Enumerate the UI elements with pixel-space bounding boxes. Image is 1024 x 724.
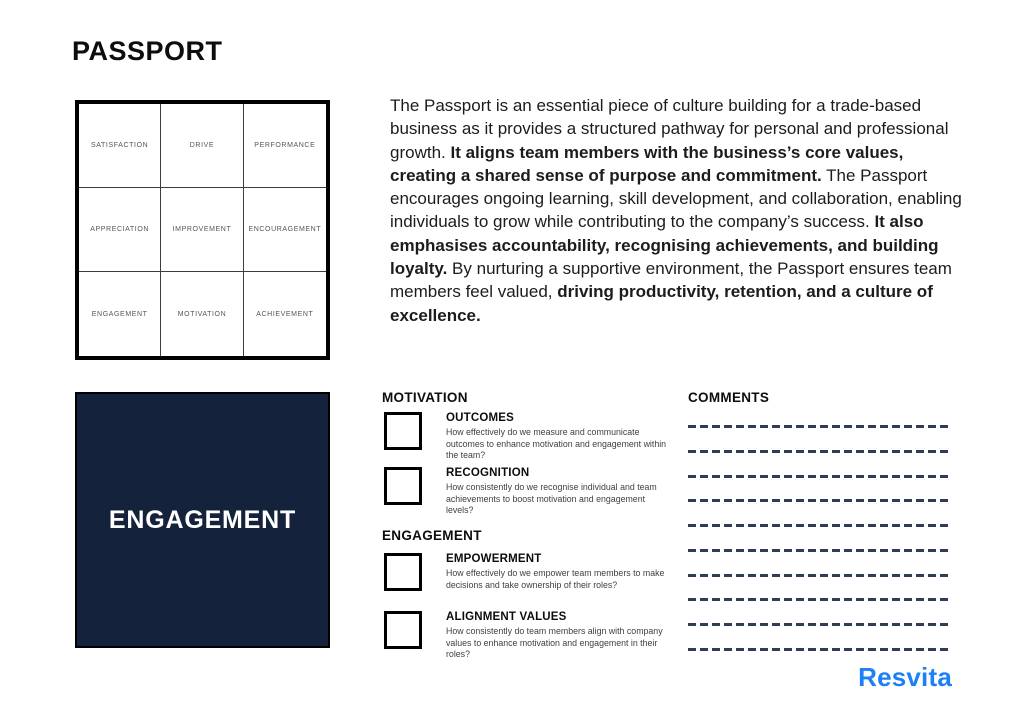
comment-line: [688, 450, 950, 453]
item-question-alignment-values: How consistently do team members align with company values to enhance motivation and engagement in their roles?: [446, 626, 663, 660]
intro-segment-bold: It aligns team members with the business’s core values, creating a shared sense of purpose and commitment.: [390, 142, 904, 185]
comment-line: [688, 499, 950, 502]
resvita-logo: Resvita: [858, 662, 952, 692]
checklist-item-empowerment: [384, 553, 674, 591]
passport-matrix: [75, 100, 330, 360]
matrix-cell-encouragement: ENCOURAGEMENT: [244, 188, 326, 272]
item-title-alignment-values: ALIGNMENT VALUES: [446, 611, 567, 623]
empowerment-checkbox[interactable]: [384, 553, 422, 591]
alignment-values-checkbox[interactable]: [384, 611, 422, 649]
checklist-item-recognition: [384, 467, 674, 517]
comment-line: [688, 549, 950, 552]
matrix-cell-engagement: ENGAGEMENT: [79, 272, 161, 356]
page-title: PASSPORT: [72, 36, 223, 66]
checklist-item-outcomes: [384, 412, 674, 462]
comment-line: [688, 574, 950, 577]
item-question-recognition: How consistently do we recognise individual and team achievements to boost motivation and engagement levels?: [446, 482, 657, 516]
comment-line: [688, 623, 950, 626]
matrix-cell-motivation: MOTIVATION: [161, 272, 243, 356]
matrix-cell-improvement: IMPROVEMENT: [161, 188, 243, 272]
comment-line: [688, 648, 950, 651]
comments-heading: COMMENTS: [688, 390, 770, 405]
matrix-cell-satisfaction: SATISFACTION: [79, 104, 161, 188]
intro-segment-bold: It also emphasises accountability, recognising achievements, and building loyalty.: [390, 212, 939, 279]
comment-line: [688, 598, 950, 601]
comment-line: [688, 475, 950, 478]
matrix-cell-appreciation: APPRECIATION: [79, 188, 161, 272]
matrix-cell-drive: DRIVE: [161, 104, 243, 188]
item-title-outcomes: OUTCOMES: [446, 412, 515, 424]
comment-line: [688, 425, 950, 428]
item-title-recognition: RECOGNITION: [446, 467, 530, 479]
recognition-checkbox[interactable]: [384, 467, 422, 505]
intro-segment: By nurturing a supportive environment, the Passport ensures team members feel valued,: [390, 259, 952, 302]
outcomes-checkbox[interactable]: [384, 412, 422, 450]
section-heading-engagement: ENGAGEMENT: [382, 528, 482, 543]
engagement-card-label: ENGAGEMENT: [108, 505, 297, 534]
checklist-item-alignment-values: [384, 611, 674, 661]
intro-paragraph: [390, 94, 968, 327]
item-title-empowerment: EMPOWERMENT: [446, 553, 542, 565]
item-question-empowerment: How effectively do we empower team members to make decisions and take ownership of their roles?: [446, 568, 665, 590]
engagement-card: [75, 392, 330, 648]
matrix-cell-performance: PERFORMANCE: [244, 104, 326, 188]
matrix-cell-achievement: ACHIEVEMENT: [256, 310, 314, 318]
comments-write-area: [688, 425, 950, 651]
intro-segment-bold: driving productivity, retention, and a culture of excellence.: [390, 282, 933, 325]
comment-line: [688, 524, 950, 527]
section-heading-motivation: MOTIVATION: [382, 390, 468, 405]
item-question-outcomes: How effectively do we measure and communicate outcomes to enhance motivation and engagement within the team?: [446, 427, 667, 461]
intro-segment: The Passport encourages ongoing learning, skill development, and collaboration, enabling individuals to grow while contributing to the company’s success.: [390, 165, 962, 232]
intro-segment: The Passport is an essential piece of culture building for a trade-based business as it provides a structured pathway for personal and professional growth.: [390, 96, 949, 162]
